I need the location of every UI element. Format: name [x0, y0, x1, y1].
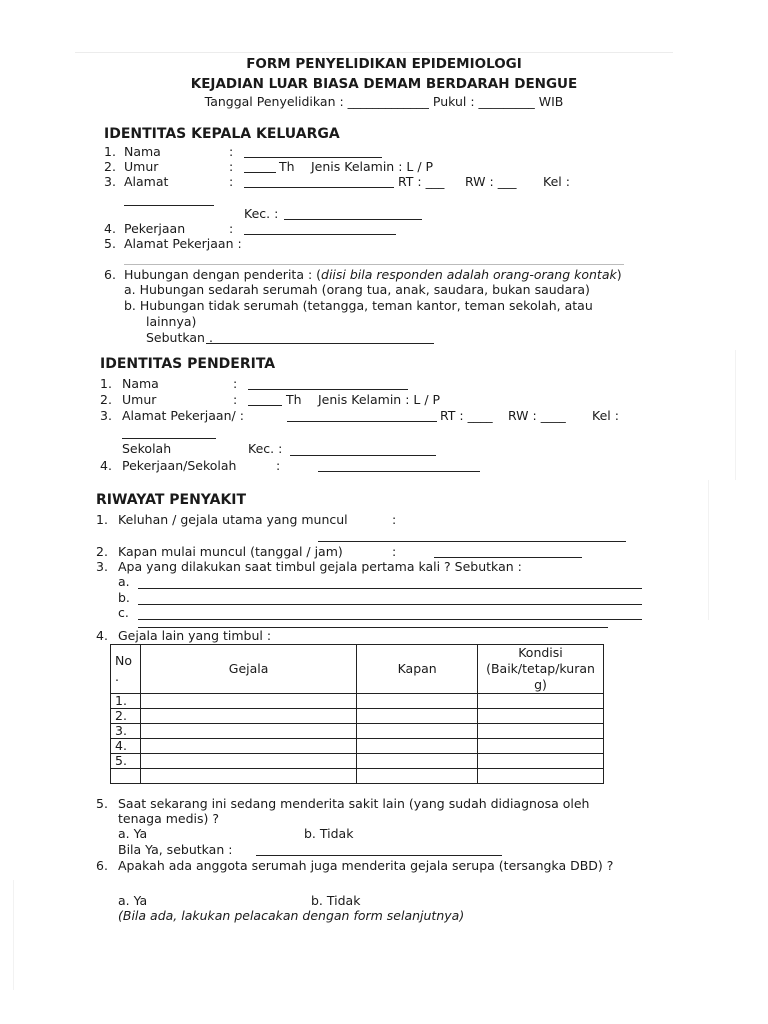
kapan-cell[interactable] [357, 754, 478, 769]
p-umur-colon: : [233, 392, 238, 407]
table-header-no: No . [111, 645, 141, 694]
q6-num: 6. [96, 858, 108, 873]
kk-umur-field[interactable] [244, 172, 276, 173]
kk-alamat-num: 3. [104, 174, 116, 189]
gejala-cell[interactable] [140, 754, 356, 769]
table-row [111, 754, 604, 769]
q3-option-c: c. [118, 605, 129, 620]
row-number [111, 769, 141, 784]
p-pekerjaan-num: 4. [100, 458, 112, 473]
scan-artifact [708, 480, 709, 620]
kk-umur-num: 2. [104, 159, 116, 174]
kapan-cell[interactable] [357, 709, 478, 724]
kondisi-cell[interactable] [478, 694, 604, 709]
kk-umur-label: Umur [124, 159, 159, 174]
kapan-cell[interactable] [357, 724, 478, 739]
q1-colon: : [392, 512, 397, 527]
q5-num: 5. [96, 796, 108, 811]
q3-option-a: a. [118, 574, 130, 589]
q1-num: 1. [96, 512, 108, 527]
q2-num: 2. [96, 544, 108, 559]
kk-alamat-colon: : [229, 174, 234, 189]
kk-nama-colon: : [229, 144, 234, 159]
kk-hubungan-option-a: a. Hubungan sedarah serumah (orang tua, anak, saudara, bukan saudara) [124, 282, 590, 297]
section-heading-riwayat: RIWAYAT PENYAKIT [96, 492, 247, 508]
kondisi-cell[interactable] [478, 709, 604, 724]
q3-field-a[interactable] [138, 588, 642, 589]
gejala-cell[interactable] [140, 694, 356, 709]
table-row [111, 769, 604, 784]
form-subtitle: KEJADIAN LUAR BIASA DEMAM BERDARAH DENGUE [190, 76, 578, 92]
kk-pekerjaan-field[interactable] [244, 234, 396, 235]
p-umur-num: 2. [100, 392, 112, 407]
table-row [111, 694, 604, 709]
kk-nama-label: Nama [124, 144, 161, 159]
q3-field-c[interactable] [138, 619, 642, 620]
p-rt: RT : ____ [440, 408, 493, 423]
q5-option-tidak[interactable]: b. Tidak [304, 826, 354, 841]
p-pekerjaan-colon: : [276, 458, 281, 473]
q3-text: Apa yang dilakukan saat timbul gejala pertama kali ? Sebutkan : [118, 559, 522, 574]
kk-rt: RT : ___ [398, 174, 445, 189]
p-umur-field[interactable] [248, 405, 282, 406]
q5-text: Saat sekarang ini sedang menderita sakit lain (yang sudah didiagnosa oleh [118, 796, 590, 811]
p-pekerjaan-field[interactable] [318, 471, 480, 472]
row-number: 1. [111, 694, 141, 709]
kk-sebutkan-field[interactable] [206, 343, 434, 344]
p-nama-label: Nama [122, 376, 159, 391]
scan-artifact [13, 880, 14, 990]
p-kel: Kel : [592, 408, 619, 423]
kapan-cell[interactable] [357, 694, 478, 709]
kk-umur-colon: : [229, 159, 234, 174]
kk-alamat-field[interactable] [244, 187, 394, 188]
q4-num: 4. [96, 628, 108, 643]
p-kel-field[interactable] [122, 438, 216, 439]
q1-field[interactable] [318, 541, 626, 542]
section-heading-kk: IDENTITAS KEPALA KELUARGA [104, 126, 340, 142]
kondisi-cell[interactable] [478, 754, 604, 769]
kk-kec-field[interactable] [284, 219, 422, 220]
kk-nama-num: 1. [104, 144, 116, 159]
date-line: Tanggal Penyelidikan : _____________ Pukul : _________ WIB [204, 94, 564, 109]
table-header-kapan: Kapan [357, 645, 478, 694]
kk-pekerjaan-label: Pekerjaan [124, 221, 186, 236]
p-nama-colon: : [233, 376, 238, 391]
q1-text: Keluhan / gejala utama yang muncul [118, 512, 348, 527]
q6-option-ya[interactable]: a. Ya [118, 893, 148, 908]
scan-artifact [735, 350, 736, 480]
kk-kec-label: Kec. : [244, 206, 279, 221]
kk-alamat-label: Alamat [124, 174, 169, 189]
p-nama-field[interactable] [248, 389, 408, 390]
row-number: 5. [111, 754, 141, 769]
p-kec-field[interactable] [290, 455, 436, 456]
gejala-cell[interactable] [140, 724, 356, 739]
kk-alamat-pekerjaan-num: 5. [104, 236, 116, 251]
kk-alamat-pekerjaan-field[interactable] [124, 264, 624, 265]
q6-note: (Bila ada, lakukan pelacakan dengan form selanjutnya) [118, 908, 465, 923]
q5-text-cont: tenaga medis) ? [118, 811, 220, 826]
q3-field-b[interactable] [138, 604, 642, 605]
q6-option-tidak[interactable]: b. Tidak [311, 893, 361, 908]
section-heading-penderita: IDENTITAS PENDERITA [100, 356, 276, 372]
table-row [111, 709, 604, 724]
table-header-kondisi: Kondisi (Baik/tetap/kuran g) [478, 645, 604, 694]
form-title: FORM PENYELIDIKAN EPIDEMIOLOGI [246, 56, 522, 72]
row-number: 4. [111, 739, 141, 754]
p-umur-th: Th [286, 392, 302, 407]
table-header-gejala: Gejala [140, 645, 356, 694]
top-rule [75, 52, 673, 53]
p-umur-label: Umur [122, 392, 157, 407]
kk-sebutkan-label: Sebutkan . [146, 330, 213, 345]
kondisi-cell[interactable] [478, 769, 604, 784]
q5-bila-field[interactable] [256, 855, 502, 856]
q3-option-b: b. [118, 590, 130, 605]
q5-option-ya[interactable]: a. Ya [118, 826, 148, 841]
kk-rw: RW : ___ [465, 174, 517, 189]
p-kec-label: Kec. : [248, 441, 283, 456]
q6-text: Apakah ada anggota serumah juga menderita gejala serupa (tersangka DBD) ? [118, 858, 614, 873]
gejala-cell[interactable] [140, 739, 356, 754]
p-jenis-kelamin: Jenis Kelamin : L / P [318, 392, 441, 407]
kondisi-cell[interactable] [478, 724, 604, 739]
kk-hubungan-label: Hubungan dengan penderita : (diisi bila responden adalah orang-orang kontak) [124, 267, 622, 282]
q2-field[interactable] [434, 557, 582, 558]
kk-jenis-kelamin: Jenis Kelamin : L / P [311, 159, 434, 174]
row-number: 2. [111, 709, 141, 724]
table-row [111, 739, 604, 754]
kondisi-cell[interactable] [478, 739, 604, 754]
kk-hubungan-option-b: b. Hubungan tidak serumah (tetangga, teman kantor, teman sekolah, atau [124, 298, 593, 313]
kk-hubungan-note: diisi bila responden adalah orang-orang kontak [321, 267, 617, 282]
q2-text: Kapan mulai muncul (tanggal / jam) [118, 544, 343, 559]
q5-bila-label: Bila Ya, sebutkan : [118, 842, 233, 857]
q3-num: 3. [96, 559, 108, 574]
p-alamat-num: 3. [100, 408, 112, 423]
p-pekerjaan-label: Pekerjaan/Sekolah [122, 458, 237, 473]
kapan-cell[interactable] [357, 769, 478, 784]
kk-kel-field[interactable] [124, 205, 214, 206]
kk-kel: Kel : [543, 174, 570, 189]
table-row [111, 724, 604, 739]
p-rw: RW : ____ [508, 408, 566, 423]
kk-pekerjaan-num: 4. [104, 221, 116, 236]
gejala-cell[interactable] [140, 769, 356, 784]
kk-hubungan-num: 6. [104, 267, 116, 282]
row-number: 3. [111, 724, 141, 739]
p-alamat-field[interactable] [287, 421, 437, 422]
kk-pekerjaan-colon: : [229, 221, 234, 236]
p-sekolah-label: Sekolah [122, 441, 172, 456]
p-nama-num: 1. [100, 376, 112, 391]
kk-nama-field[interactable] [244, 157, 382, 158]
kapan-cell[interactable] [357, 739, 478, 754]
kk-umur-th: Th [279, 159, 295, 174]
q4-text: Gejala lain yang timbul : [118, 628, 272, 643]
gejala-cell[interactable] [140, 709, 356, 724]
gejala-table [110, 644, 604, 784]
kk-hubungan-option-b-cont: lainnya) [146, 314, 197, 329]
q2-colon: : [392, 544, 397, 559]
kk-alamat-pekerjaan-label: Alamat Pekerjaan : [124, 236, 242, 251]
p-alamat-label: Alamat Pekerjaan/ : [122, 408, 244, 423]
